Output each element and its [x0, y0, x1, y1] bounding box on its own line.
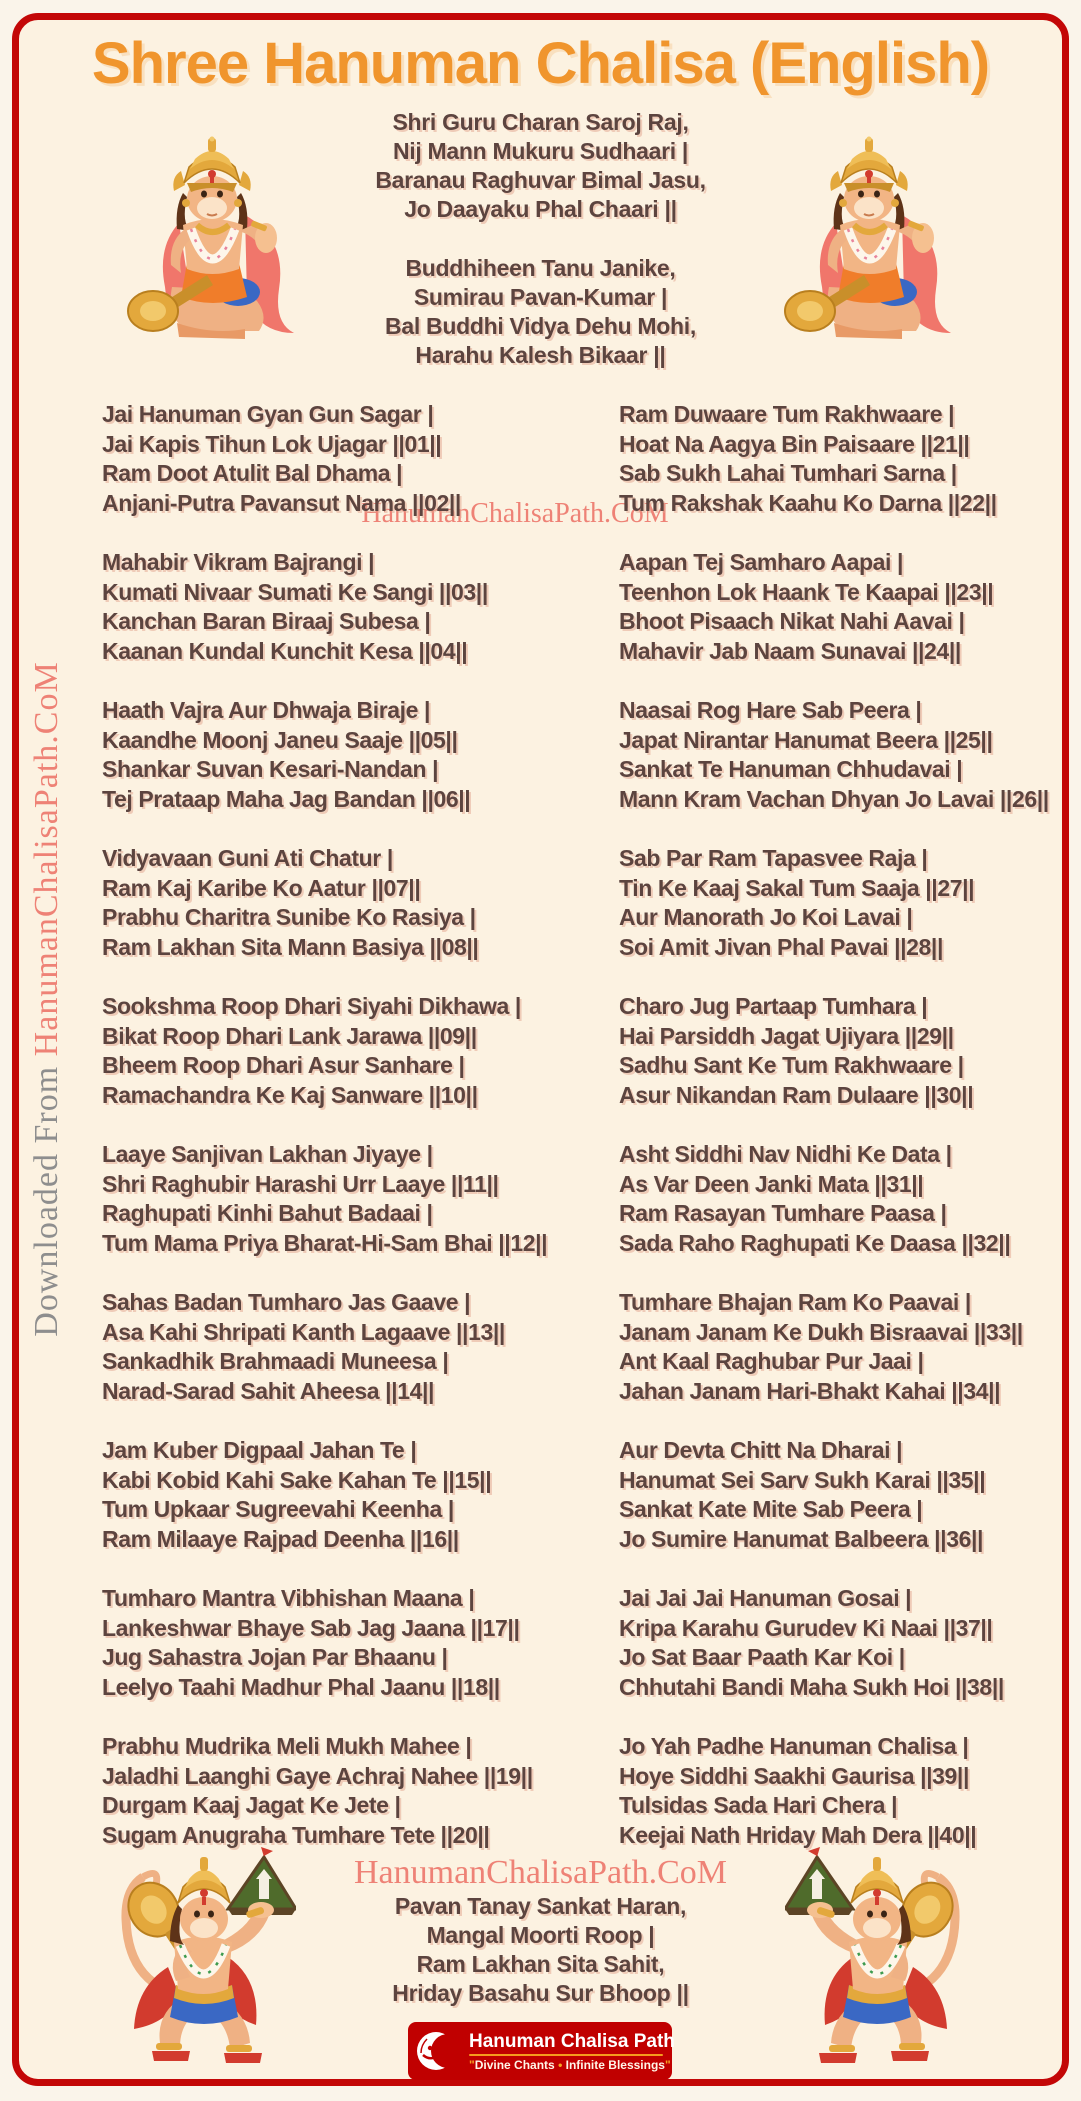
verse-line: Naasai Rog Hare Sab Peera |	[619, 697, 922, 723]
verse-line: Tulsidas Sada Hari Chera |	[619, 1792, 898, 1818]
verse-line: Jo Yah Padhe Hanuman Chalisa |	[619, 1733, 969, 1759]
verse-group	[0, 254, 1081, 370]
watermark-bottom: HanumanChalisaPath.CoM	[353, 1854, 728, 1891]
verse-group	[102, 696, 547, 814]
verse-line: Jo Daayaku Phal Chaari ||	[404, 196, 677, 222]
verse-line: Ram Rasayan Tumhare Paasa |	[619, 1200, 947, 1226]
verse-line: Buddhiheen Tanu Janike,	[405, 255, 676, 281]
watermark-side	[26, 504, 68, 1494]
hanuman-logo-icon	[417, 2029, 461, 2073]
verse-line: Harahu Kalesh Bikaar ||	[415, 342, 666, 368]
verse-group	[619, 1584, 1049, 1702]
verse-group	[102, 1288, 547, 1406]
verse-line: Anjani-Putra Pavansut Nama ||02||	[102, 489, 461, 516]
verse-group	[102, 1732, 547, 1850]
verse-line: Pavan Tanay Sankat Haran,	[394, 1893, 687, 1919]
verse-line: Soi Amit Jivan Phal Pavai ||28||	[619, 933, 944, 960]
verse-line: Jug Sahastra Jojan Par Bhaanu |	[102, 1644, 448, 1670]
verse-line: Bheem Roop Dhari Asur Sanhare |	[102, 1052, 465, 1078]
verse-line: Mahavir Jab Naam Sunavai ||24||	[619, 637, 961, 664]
verse-line: Keejai Nath Hriday Mah Dera ||40||	[619, 1821, 977, 1848]
tagline-close-quote: "	[664, 2057, 671, 2072]
watermark-center: HanumanChalisaPath.CoM	[361, 498, 669, 529]
verse-column-left	[102, 400, 547, 1880]
page-title: Shree Hanuman Chalisa (English)	[91, 31, 990, 96]
verse-line: Jai Kapis Tihun Lok Ujagar ||01||	[102, 430, 442, 457]
verse-line: Jai Jai Jai Hanuman Gosai |	[619, 1585, 912, 1611]
verse-line: Sab Sukh Lahai Tumhari Sarna |	[619, 460, 957, 486]
verse-line: Tum Mama Priya Bharat-Hi-Sam Bhai ||12||	[102, 1229, 548, 1256]
verse-line: Ramachandra Ke Kaj Sanware ||10||	[102, 1081, 478, 1108]
verse-line: Asht Siddhi Nav Nidhi Ke Data |	[619, 1141, 952, 1167]
verse-line: Hoat Na Aagya Bin Paisaare ||21||	[619, 430, 970, 457]
verse-group	[619, 844, 1049, 962]
verse-line: Tej Prataap Maha Jag Bandan ||06||	[102, 785, 471, 812]
verse-line: Shankar Suvan Kesari-Nandan |	[102, 756, 439, 782]
verse-line: Mann Kram Vachan Dhyan Jo Lavai ||26||	[619, 785, 1049, 812]
verse-line: Teenhon Lok Haank Te Kaapai ||23||	[619, 578, 994, 605]
watermark-side-domain: HanumanChalisaPath.CoM	[28, 661, 65, 1057]
verse-line: Jahan Janam Hari-Bhakt Kahai ||34||	[619, 1377, 1001, 1404]
verse-line: Ram Doot Atulit Bal Dhama |	[102, 460, 403, 486]
verse-line: Kripa Karahu Gurudev Ki Naai ||37||	[619, 1614, 993, 1641]
banner-tagline	[469, 2057, 671, 2072]
verse-line: Jaladhi Laanghi Gaye Achraj Nahee ||19||	[102, 1762, 533, 1789]
banner-text	[469, 2030, 675, 2072]
verse-line: Bikat Roop Dhari Lank Jarawa ||09||	[102, 1022, 477, 1049]
verse-line: Nij Mann Mukuru Sudhaari |	[392, 138, 689, 164]
verse-group	[619, 400, 1049, 518]
verse-line: Ram Duwaare Tum Rakhwaare |	[619, 401, 955, 427]
verse-line: Ram Milaaye Rajpad Deenha ||16||	[102, 1525, 459, 1552]
verse-line: Hriday Basahu Sur Bhoop ||	[392, 1980, 689, 2006]
verse-line: Haath Vajra Aur Dhwaja Biraje |	[102, 697, 431, 723]
verse-line: Tumharo Mantra Vibhishan Maana |	[102, 1585, 475, 1611]
verse-line: Ram Kaj Karibe Ko Aatur ||07||	[102, 874, 421, 901]
verse-group	[619, 1732, 1049, 1850]
verse-group	[619, 1140, 1049, 1258]
verse-line: Japat Nirantar Hanumat Beera ||25||	[619, 726, 993, 753]
verse-group	[102, 844, 547, 962]
verse-line: Janam Janam Ke Dukh Bisraavai ||33||	[619, 1318, 1023, 1345]
watermark-side-prefix: Downloaded From	[28, 1056, 65, 1337]
verse-line: Jai Hanuman Gyan Gun Sagar |	[102, 401, 434, 427]
verse-line: Durgam Kaaj Jagat Ke Jete |	[102, 1792, 401, 1818]
verse-line: Aapan Tej Samharo Aapai |	[619, 549, 904, 575]
verse-line: Sankadhik Brahmaadi Muneesa |	[102, 1348, 449, 1374]
verse-line: Sab Par Ram Tapasvee Raja |	[619, 845, 928, 871]
verse-line: Tumhare Bhajan Ram Ko Paavai |	[619, 1289, 971, 1315]
verse-line: Kaanan Kundal Kunchit Kesa ||04||	[102, 637, 468, 664]
verse-group	[619, 1436, 1049, 1554]
verse-line: Prabhu Mudrika Meli Mukh Mahee |	[102, 1733, 472, 1759]
verse-line: Kaandhe Moonj Janeu Saaje ||05||	[102, 726, 458, 753]
verse-line: Aur Manorath Jo Koi Lavai |	[619, 904, 913, 930]
verse-line: Kabi Kobid Kahi Sake Kahan Te ||15||	[102, 1466, 492, 1493]
verse-group	[619, 548, 1049, 666]
verse-line: Leelyo Taahi Madhur Phal Jaanu ||18||	[102, 1673, 500, 1700]
verse-line: Sahas Badan Tumharo Jas Gaave |	[102, 1289, 471, 1315]
verse-line: Sankat Te Hanuman Chhudavai |	[619, 756, 963, 782]
footer-banner	[408, 2022, 675, 2080]
hanuman-flying-image-bottom-left	[98, 1846, 296, 2070]
verse-line: Lankeshwar Bhaye Sab Jag Jaana ||17||	[102, 1614, 520, 1641]
verse-line: Ram Lakhan Sita Mann Basiya ||08||	[102, 933, 479, 960]
verse-line: Raghupati Kinhi Bahut Badaai |	[102, 1200, 433, 1226]
verse-column-right	[619, 400, 1049, 1880]
verse-line: Laaye Sanjivan Lakhan Jiyaye |	[102, 1141, 433, 1167]
verse-line: Prabhu Charitra Sunibe Ko Rasiya |	[102, 904, 476, 930]
verse-group	[102, 400, 547, 518]
verse-line: Vidyavaan Guni Ati Chatur |	[102, 845, 393, 871]
hanuman-flying-icon	[785, 1846, 983, 2070]
verse-line: Kumati Nivaar Sumati Ke Sangi ||03||	[102, 578, 488, 605]
verse-line: Ant Kaal Raghubar Pur Jaai |	[619, 1348, 924, 1374]
verse-line: Chhutahi Bandi Maha Sukh Hoi ||38||	[619, 1673, 1004, 1700]
verse-line: Aur Devta Chitt Na Dharai |	[619, 1437, 903, 1463]
tagline-right: Infinite Blessings	[565, 2057, 665, 2072]
verse-line: Sadhu Sant Ke Tum Rakhwaare |	[619, 1052, 964, 1078]
verse-group	[619, 1288, 1049, 1406]
verse-line: Narad-Sarad Sahit Aheesa ||14||	[102, 1377, 435, 1404]
verse-group	[619, 992, 1049, 1110]
verse-line: Sugam Anugraha Tumhare Tete ||20||	[102, 1821, 490, 1848]
verse-line: Hoye Siddhi Saakhi Gaurisa ||39||	[619, 1762, 970, 1789]
opening-doha	[0, 108, 1081, 400]
verse-group	[619, 696, 1049, 814]
verse-line: Sumirau Pavan-Kumar |	[413, 284, 668, 310]
verse-group	[0, 108, 1081, 224]
verse-line: Jo Sumire Hanumat Balbeera ||36||	[619, 1525, 984, 1552]
verse-line: Mangal Moorti Roop |	[426, 1922, 655, 1948]
tagline-left: Divine Chants	[474, 2057, 555, 2072]
verse-line: Sookshma Roop Dhari Siyahi Dikhawa |	[102, 993, 521, 1019]
verse-line: Hai Parsiddh Jagat Ujiyara ||29||	[619, 1022, 954, 1049]
banner-title: Hanuman Chalisa Path	[469, 2030, 675, 2052]
verse-line: Tin Ke Kaaj Sakal Tum Saaja ||27||	[619, 874, 975, 901]
hanuman-flying-icon	[98, 1846, 296, 2070]
verse-line: Sankat Kate Mite Sab Peera |	[619, 1496, 923, 1522]
verse-line: Asa Kahi Shripati Kanth Lagaave ||13||	[102, 1318, 505, 1345]
verse-line: Tum Rakshak Kaahu Ko Darna ||22||	[619, 489, 997, 516]
tagline-separator: •	[558, 2057, 563, 2072]
banner-divider	[469, 2054, 663, 2056]
verse-line: Ram Lakhan Sita Sahit,	[416, 1951, 665, 1977]
verse-line: Mahabir Vikram Bajrangi |	[102, 549, 375, 575]
verse-group	[102, 1584, 547, 1702]
verse-group	[102, 1140, 547, 1258]
verse-line: Bal Buddhi Vidya Dehu Mohi,	[385, 313, 696, 339]
verse-line: Sada Raho Raghupati Ke Daasa ||32||	[619, 1229, 1011, 1256]
verse-line: Tum Upkaar Sugreevahi Keenha |	[102, 1496, 454, 1522]
tagline-open-quote: "	[469, 2057, 475, 2072]
verse-line: Jam Kuber Digpaal Jahan Te |	[102, 1437, 417, 1463]
verse-line: Shri Guru Charan Saroj Raj,	[392, 109, 689, 135]
verse-line: Charo Jug Partaap Tumhara |	[619, 993, 928, 1019]
verse-line: Bhoot Pisaach Nikat Nahi Aavai |	[619, 608, 965, 634]
verse-group	[102, 992, 547, 1110]
verse-line: As Var Deen Janki Mata ||31||	[619, 1170, 924, 1197]
verse-line: Jo Sat Baar Paath Kar Koi |	[619, 1644, 905, 1670]
hanuman-flying-image-bottom-right	[785, 1846, 983, 2070]
verse-line: Kanchan Baran Biraaj Subesa |	[102, 608, 431, 634]
verse-line: Hanumat Sei Sarv Sukh Karai ||35||	[619, 1466, 986, 1493]
verse-group	[102, 1436, 547, 1554]
verse-line: Baranau Raghuvar Bimal Jasu,	[375, 167, 706, 193]
verse-line: Shri Raghubir Harashi Urr Laaye ||11||	[102, 1170, 499, 1197]
verse-group	[102, 548, 547, 666]
verse-line: Asur Nikandan Ram Dulaare ||30||	[619, 1081, 974, 1108]
